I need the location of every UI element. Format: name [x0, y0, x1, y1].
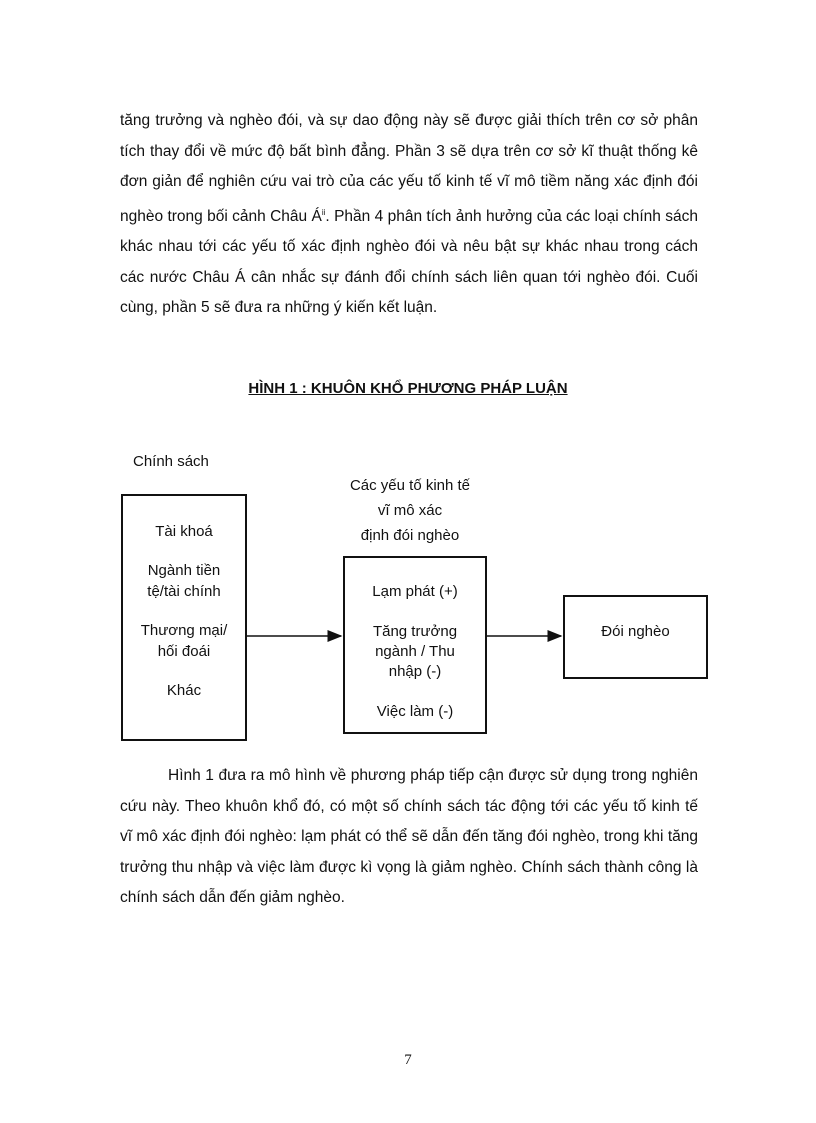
policy-item-fiscal: Tài khoá: [155, 523, 213, 540]
page-number: 7: [404, 1052, 412, 1068]
policy-item-trade-1: Thương mại/: [140, 622, 228, 639]
policy-item-other: Khác: [166, 682, 202, 699]
determinant-growth-2: ngành / Thu: [375, 643, 455, 660]
determinants-label-line-1: Các yếu tố kinh tế: [349, 477, 471, 494]
determinant-inflation: Lạm phát (+): [372, 583, 458, 600]
policy-item-trade-2: hối đoái: [157, 643, 211, 660]
figure-title: HÌNH 1 : KHUÔN KHỔ PHƯƠNG PHÁP LUẬN: [248, 380, 568, 397]
determinant-growth-3: nhập (-): [388, 663, 442, 680]
poverty-label: Đói nghèo: [601, 623, 670, 640]
intro-text-b: . Phần 4 phân tích ảnh hưởng của các loại chính sách khác nhau tới các yếu tố xác định nghèo đói và nêu bật sự khác nhau trong cách các nước Châu Á cân nhắc sự đánh đổi chính sách liên quan tới nghèo đói. Cuối cùng, phần 5 sẽ đưa ra những ý kiến kết luận.: [120, 207, 698, 317]
determinants-label-line-2: vĩ mô xác: [377, 502, 443, 519]
discussion-paragraph: Hình 1 đưa ra mô hình về phương pháp tiếp cận được sử dụng trong nghiên cứu này. Theo khuôn khổ đó, có một số chính sách tác động tới các yếu tố kinh tế vĩ mô xác định đói nghèo: lạm phát có thể sẽ dẫn đến tăng đói nghèo, trong khi tăng trưởng thu nhập và việc làm được kì vọng là giảm nghèo. Chính sách thành công là chính sách dẫn đến giảm nghèo.: [120, 767, 698, 906]
intro-text-a: tăng trưởng và nghèo đói, và sự dao động này sẽ được giải thích trên cơ sở phân tích thay đổi về mức độ bất bình đẳng. Phần 3 sẽ dựa trên cơ sở kĩ thuật thống kê đơn giản để nghiên cứu vai trò của các yếu tố kinh tế vĩ mô tiềm năng xác định đói nghèo trong bối cảnh Châu Á: [120, 112, 698, 225]
determinants-label-line-3: định đói nghèo: [360, 527, 460, 544]
policy-item-monetary-1: Ngành tiền: [147, 562, 221, 579]
policy-item-monetary-2: tệ/tài chính: [147, 583, 221, 600]
determinant-growth-1: Tăng trưởng: [372, 623, 458, 640]
footnote-mark[interactable]: ii: [321, 207, 326, 217]
policy-label: Chính sách: [133, 453, 209, 470]
determinant-employment: Việc làm (-): [376, 703, 454, 720]
